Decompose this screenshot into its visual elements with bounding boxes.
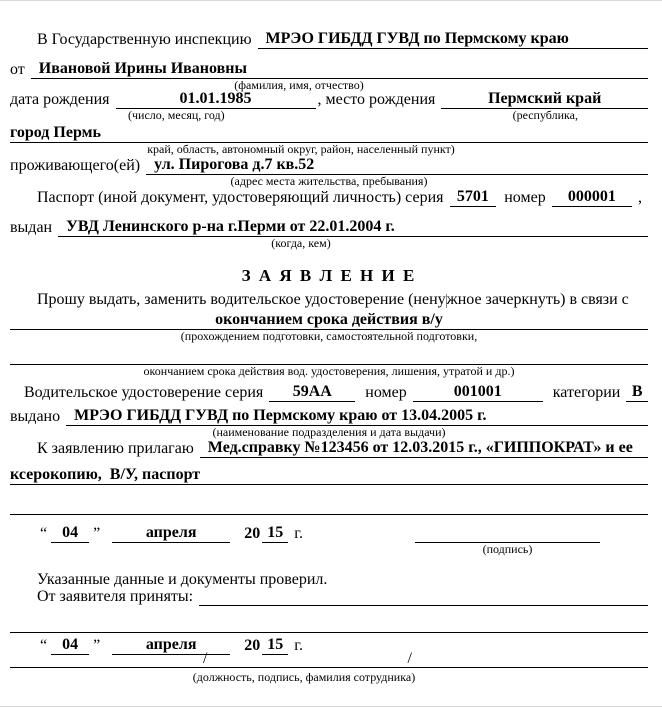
attachments-field-line2[interactable]: ксерокопию, В/У, паспорт (10, 466, 201, 483)
passport-issued-row (10, 207, 648, 237)
attachments-row (10, 439, 648, 458)
birth-date-label: дата рождения (10, 91, 110, 108)
reason-row[interactable] (10, 308, 648, 330)
date1-year-suffix: г. (294, 525, 303, 542)
birth-date-field[interactable]: 01.01.1985 (116, 91, 316, 109)
date1-year-prefix: 20 (244, 525, 261, 542)
date2-year-field[interactable]: 15 (262, 637, 288, 655)
license-category-field[interactable]: В (626, 384, 648, 402)
license-series-field[interactable]: 59АА (269, 384, 355, 402)
attachments-extra-line[interactable] (10, 485, 648, 515)
birth-date-caption: (число, месяц, год) (128, 108, 225, 122)
reason-extra-line[interactable] (10, 343, 648, 365)
license-issued-label: выдано (10, 408, 61, 425)
passport-number-label: номер (504, 189, 546, 206)
birth-place-field[interactable]: Пермский край (441, 91, 648, 109)
date2-row (10, 633, 648, 655)
accepted-extra-line[interactable] (10, 606, 648, 633)
attachments-label: К заявлению прилагаю (37, 440, 194, 457)
attachments-field-line1[interactable]: Мед.справку №123456 от 12.03.2015 г., «ГИППОКРАТ» и ее (200, 440, 648, 458)
officer-slash-1: / (203, 650, 208, 667)
date-signature-row (10, 515, 648, 543)
verified-row (10, 568, 648, 588)
open-quote-1: “ (40, 525, 48, 542)
passport-number-field[interactable]: 000001 (552, 189, 632, 207)
signature-caption: (подпись) (482, 542, 533, 556)
signature-caption-row (10, 543, 648, 556)
passport-issued-label: выдан (10, 219, 53, 236)
license-number-label: номер (365, 384, 407, 401)
date1-month-field[interactable]: апреля (112, 525, 230, 543)
license-label: Водительское удостоверение серия (24, 384, 264, 401)
attachments-line2-row[interactable] (10, 458, 648, 485)
birth-place-caption: (республика, (512, 108, 578, 122)
birth-place2-field[interactable]: город Пермь (10, 124, 101, 141)
residence-row (10, 156, 648, 175)
passport-row (10, 188, 648, 207)
request-line (10, 284, 648, 308)
birth-place-label: , место рождения (317, 91, 436, 108)
license-number-field[interactable]: 001001 (413, 384, 543, 402)
license-category-label: категории (552, 384, 621, 401)
date2-day-field[interactable]: 04 (51, 637, 89, 655)
passport-issued-caption: (когда, кем) (271, 236, 331, 250)
passport-comma: , (638, 189, 642, 206)
residence-field[interactable]: ул. Пирогова д.7 кв.52 (146, 157, 648, 175)
officer-slash-2: / (407, 650, 412, 667)
close-quote-1: ” (93, 525, 101, 542)
accepted-label: От заявителя приняты: (37, 588, 194, 605)
birth-captions (10, 109, 648, 122)
officer-line-row[interactable] (10, 650, 648, 668)
passport-issued-field[interactable]: УВД Ленинского р-на г.Перми от 22.01.2004 г. (58, 219, 648, 237)
addressee-label: В Государственную инспекцию (37, 31, 252, 48)
license-issued-field[interactable]: МРЭО ГИБДД ГУВД по Пермскому краю от 13.04.2005 г. (66, 408, 648, 426)
accepted-row (10, 588, 648, 606)
date2-year-prefix: 20 (244, 637, 261, 654)
date1-year-field[interactable]: 15 (262, 525, 288, 543)
license-issued-row (10, 402, 648, 426)
applicant-caption: (фамилия, имя, отчество) (234, 78, 364, 92)
birth-place2-row[interactable] (10, 122, 648, 143)
form-title: З А Я В Л Е Н И Е (241, 266, 417, 285)
license-issued-caption: (наименование подразделения и дата выдачи) (212, 425, 446, 439)
open-quote-2: “ (40, 637, 48, 654)
residence-caption: (адрес места жительства, пребывания) (230, 174, 428, 188)
addressee-row (10, 25, 648, 49)
license-row (10, 378, 648, 402)
date2-month-field[interactable]: апреля (112, 637, 230, 655)
residence-label: проживающего(ей) (10, 157, 141, 174)
applicant-row (10, 49, 648, 79)
date1-day-field[interactable]: 04 (51, 525, 89, 543)
request-text-part2: жное зачеркнуть) в связи с (446, 291, 629, 308)
reason-caption-2: окончанием срока действия вод. удостоверения, лишения, утратой и др.) (143, 364, 515, 378)
passport-label: Паспорт (иной документ, удостоверяющий личность) серия (37, 189, 444, 206)
birth-row (10, 92, 648, 109)
applicant-label: от (10, 61, 25, 78)
close-quote-2: ” (93, 637, 101, 654)
reason-caption-1: (прохождением подготовки, самостоятельной подготовки, (180, 329, 478, 343)
applicant-name-field[interactable]: Ивановой Ирины Ивановны (31, 61, 648, 79)
date2-year-suffix: г. (294, 637, 303, 654)
officer-caption: (должность, подпись, фамилия сотрудника) (192, 670, 416, 684)
request-text-part1: Прошу выдать, заменить водительское удостоверение (нену (37, 291, 446, 308)
verified-text: Указанные данные и документы проверил. (37, 571, 328, 588)
birth-place2-caption: край, область, автономный округ, район, населенный пункт) (147, 142, 455, 156)
passport-series-field[interactable]: 5701 (450, 189, 497, 207)
reason-field[interactable]: окончанием срока действия в/у (215, 311, 443, 328)
accepted-field[interactable] (199, 604, 648, 606)
addressee-field[interactable]: МРЭО ГИБДД ГУВД по Пермскому краю (258, 31, 648, 49)
